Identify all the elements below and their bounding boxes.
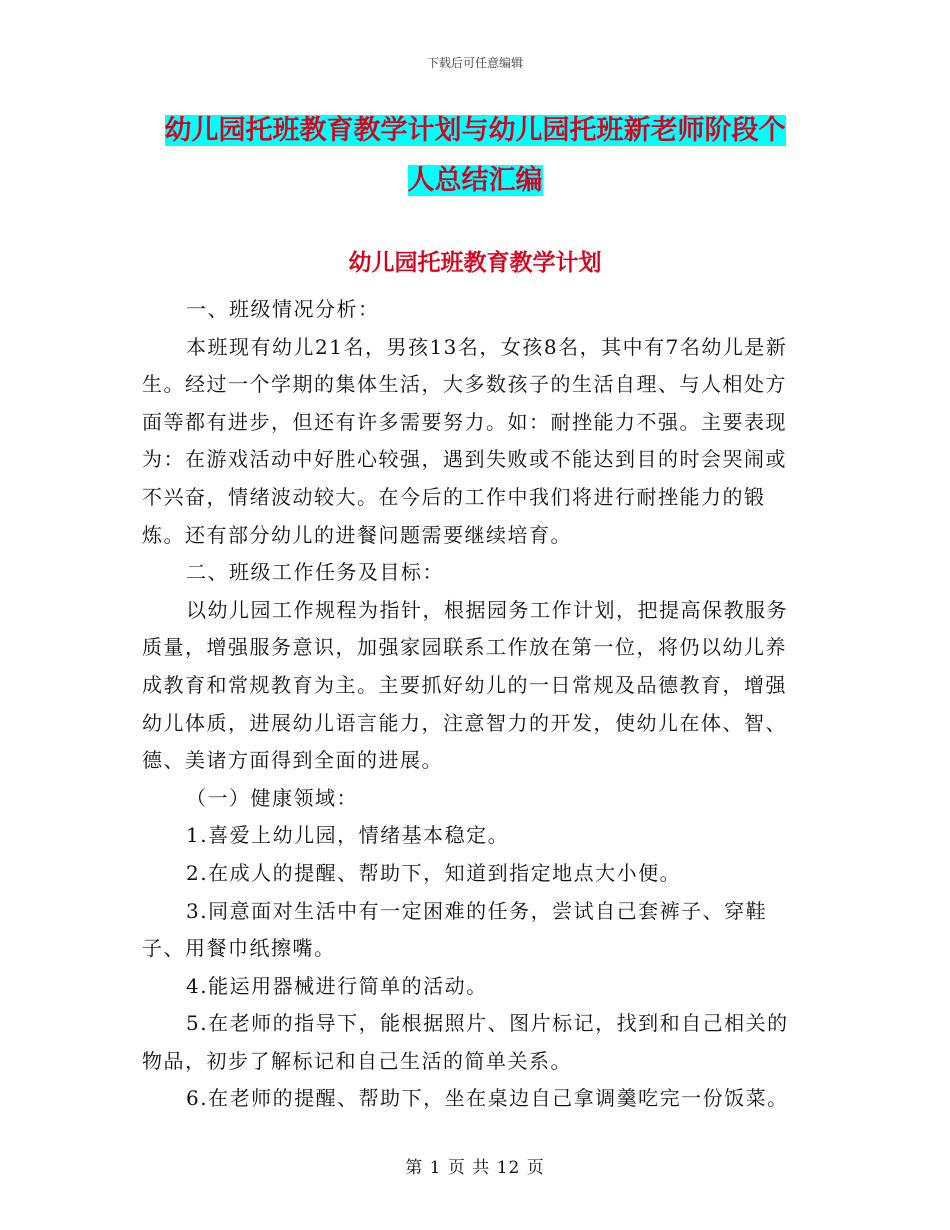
page-footer: 第 1 页 共 12 页	[405, 1158, 545, 1178]
list-item: 6.在老师的提醒、帮助下，坐在桌边自己拿调羹吃完一份饭菜。	[186, 1086, 789, 1111]
section-title: 幼儿园托班教育教学计划	[348, 249, 602, 276]
list-item: 4.能运用器械进行简单的活动。	[186, 973, 488, 998]
list-item: 2.在成人的提醒、帮助下，知道到指定地点大小便。	[186, 860, 682, 885]
heading-work-goals: 二、班级工作任务及目标：	[186, 560, 444, 585]
document-title	[140, 106, 810, 206]
document-title-line-1: 幼儿园托班教育教学计划与幼儿园托班新老师阶段个	[164, 115, 786, 146]
paragraph-class-situation: 本班现有幼儿21名，男孩13名，女孩8名，其中有7名幼儿是新生。经过一个学期的集体生活，大多数孩子的生活自理、与人相处方面等都有进步，但还有许多需要努力。如：耐挫能力不强。主要表现为：在游戏活动中好胜心较强，遇到失败或不能达到目的时会哭闹或不兴奋，情绪波动较大。在今后的工作中我们将进行耐挫能力的锻炼。还有部分幼儿的进餐问题需要继续培育。	[142, 334, 788, 547]
heading-class-situation: 一、班级情况分析：	[186, 297, 380, 321]
page-header: 下载后可任意编辑	[426, 56, 523, 70]
list-item: 5.在老师的指导下，能根据照片、图片标记，找到和自己相关的物品，初步了解标记和自己生活的简单关系。	[142, 1011, 789, 1073]
paragraph-work-goals: 以幼儿园工作规程为指针，根据园务工作计划，把提高保教服务质量，增强服务意识，加强家园联系工作放在第一位，将仍以幼儿养成教育和常规教育为主。主要抓好幼儿的一日常规及品德教育，增强幼儿体质，进展幼儿语言能力，注意智力的开发，使幼儿在体、智、德、美诸方面得到全面的进展。	[142, 597, 788, 773]
document-body	[142, 291, 808, 1118]
heading-health-domain: （一）健康领域：	[186, 785, 358, 810]
document-title-line-2: 人总结汇编	[407, 165, 543, 196]
list-item: 1.喜爱上幼儿园，情绪基本稳定。	[186, 823, 510, 848]
list-item: 3.同意面对生活中有一定困难的任务，尝试自己套裤子、穿鞋子、用餐巾纸擦嘴。	[142, 898, 768, 961]
